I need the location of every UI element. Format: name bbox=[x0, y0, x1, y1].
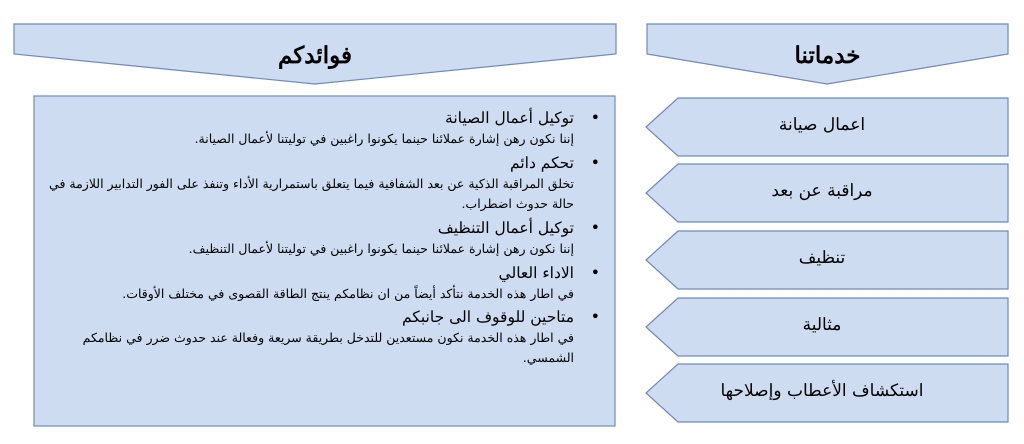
benefits-header: فوائدكم bbox=[278, 42, 352, 69]
benefit-title: الاداء العالي bbox=[498, 264, 574, 282]
benefit-title: توكيل أعمال الصيانة bbox=[445, 109, 574, 127]
service-cleaning: تنظيف bbox=[798, 248, 846, 268]
bullet-icon: • bbox=[590, 153, 600, 172]
benefit-description: تخلق المراقبة الذكية عن بعد الشفافية فيما يتعلق باستمرارية الأداء وتنفذ على الفور التدابير اللازمة في حالة حدوث اضطراب. bbox=[49, 176, 574, 211]
benefit-item bbox=[42, 107, 602, 149]
benefit-item bbox=[42, 262, 602, 304]
service-troubleshooting: استكشاف الأعطاب وإصلاحها bbox=[720, 381, 924, 401]
bullet-icon: • bbox=[590, 263, 600, 282]
services-header: خدماتنا bbox=[794, 42, 861, 69]
benefit-description: في اطار هذه الخدمة نكون مستعدين للتدخل بطريقة سريعة وفعالة عند حدوث ضرر في نظامكم الشمسي. bbox=[82, 330, 574, 365]
benefit-description: إننا نكون رهن إشارة عملائنا حينما يكونوا راغبين في توليتنا لأعمال الصيانة. bbox=[194, 131, 574, 146]
bullet-icon: • bbox=[590, 218, 600, 237]
benefit-description: في اطار هذه الخدمة نتأكد أيضاً من ان نظامكم ينتج الطاقة القصوى في مختلف الأوقات. bbox=[122, 286, 574, 301]
service-maintenance: اعمال صيانة bbox=[778, 115, 866, 135]
benefit-title: توكيل أعمال التنظيف bbox=[437, 219, 574, 237]
benefit-title: متاحين للوقوف الى جانبكم bbox=[401, 308, 574, 326]
benefit-description: إننا نكون رهن إشارة عملائنا حينما يكونوا راغبين في توليتنا لأعمال التنظيف. bbox=[188, 241, 574, 256]
bullet-icon: • bbox=[590, 108, 600, 127]
service-remote-monitoring: مراقبة عن بعد bbox=[771, 181, 873, 201]
benefit-item bbox=[42, 217, 602, 259]
benefit-title: تحكم دائم bbox=[510, 154, 574, 172]
benefits-panel bbox=[42, 104, 602, 416]
benefit-item bbox=[42, 152, 602, 214]
service-optimization: مثالية bbox=[802, 315, 842, 335]
benefit-item bbox=[42, 306, 602, 368]
bullet-icon: • bbox=[590, 307, 600, 326]
